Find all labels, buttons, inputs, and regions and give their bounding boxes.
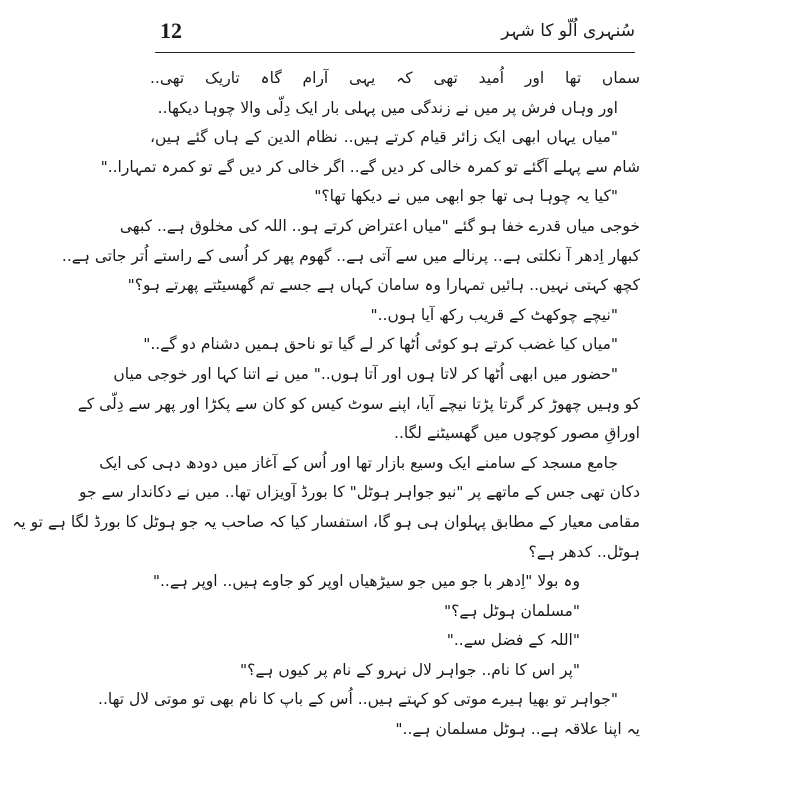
- text-line: کو وہیں چھوڑ کر گرتا پڑتا نیچے آیا، اپنے سوٹ کیس کو کان سے پکڑا اور پھر سے دِلّی کے: [77, 394, 640, 413]
- text-line: اور وہاں فرش پر میں نے زندگی میں پہلی بار ایک دِلّی والا چوہا دیکھا..: [157, 98, 618, 117]
- text-line: "میاں کیا غضب کرتے ہو کوئی اُٹھا کر لے گیا تو ناحق ہمیں دشنام دو گے..": [143, 335, 618, 354]
- text-line: یہ اپنا علاقہ ہے.. ہوٹل مسلمان ہے..": [395, 720, 640, 739]
- text-line: "مسلمان ہوٹل ہے؟": [444, 601, 580, 620]
- body-text: [12, 64, 640, 789]
- running-title: سُنہری اُلّو کا شہر: [501, 21, 635, 41]
- text-line: کچھ کہتی نہیں.. ہائیں تمہارا وہ سامان کہاں ہے جسے تم گھسیٹتے پھرتے ہو؟": [127, 276, 640, 295]
- text-line: "کیا یہ چوہا ہی تھا جو ابھی میں نے دیکھا تھا؟": [314, 187, 618, 206]
- text-line: "جواہر تو بھیا ہیرے موتی کو کہتے ہیں.. اُس کے باپ کا نام بھی تو موتی لال تھا..: [98, 690, 618, 709]
- text-line: ہوٹل.. کدھر ہے؟: [528, 542, 640, 561]
- text-line: مقامی معیار کے مطابق پہلوان ہی ہو گا، استفسار کیا کہ صاحب یہ جو ہوٹل کا بورڈ لگا ہے تو یہ: [12, 512, 640, 531]
- text-line: "اللہ کے فضل سے..": [446, 631, 580, 650]
- text-line: کبھار اِدھر آ نکلتی ہے.. پرنالے میں سے آتی ہے.. گھوم پھر کر اُسی کے راستے اُتر جاتی ہے..: [61, 246, 640, 265]
- text-line: "میاں یہاں ابھی ایک زائر قیام کرتے ہیں.. نظام الدین کے ہاں گئے ہیں،: [150, 128, 618, 147]
- text-line: "پر اس کا نام.. جواہر لال نہرو کے نام پر کیوں ہے؟": [239, 660, 580, 679]
- text-line: دکان تھی جس کے ماتھے پر "نیو جواہر ہوٹل" کا بورڈ آویزاں تھا.. میں نے دکاندار سے جو: [79, 483, 640, 502]
- text-line: شام سے پہلے آگئے تو کمرہ خالی کر دیں گے.. اگر خالی کر دیں گے تو کمرہ تمہارا..": [100, 157, 640, 176]
- text-line: سماں تھا اور اُمید تھی کہ یہی آرام گاہ تاریک تھی..: [150, 69, 640, 87]
- text-line: "نیچے چوکھٹ کے قریب رکھ آیا ہوں..": [370, 305, 618, 324]
- header-rule: [155, 52, 635, 53]
- text-line: جامع مسجد کے سامنے ایک وسیع بازار تھا اور اُس کے آغاز میں دودھ دہی کی ایک: [99, 453, 618, 472]
- page-number: 12: [160, 18, 182, 43]
- text-line: اوراقِ مصور کوچوں میں گھسیٹنے لگا..: [394, 424, 640, 443]
- text-line: وہ بولا "اِدھر با جو میں جو سیڑھیاں اوپر کو جاوے ہیں.. اوپر ہے..": [152, 572, 580, 591]
- text-line: "حضور میں ابھی اُٹھا کر لاتا ہوں اور آتا ہوں.." میں نے اتنا کہا اور خوجی میاں: [113, 364, 618, 383]
- text-line: خوجی میاں قدرے خفا ہو گئے "میاں اعتراض کرتے ہو.. اللہ کی مخلوق ہے.. کبھی: [119, 216, 640, 235]
